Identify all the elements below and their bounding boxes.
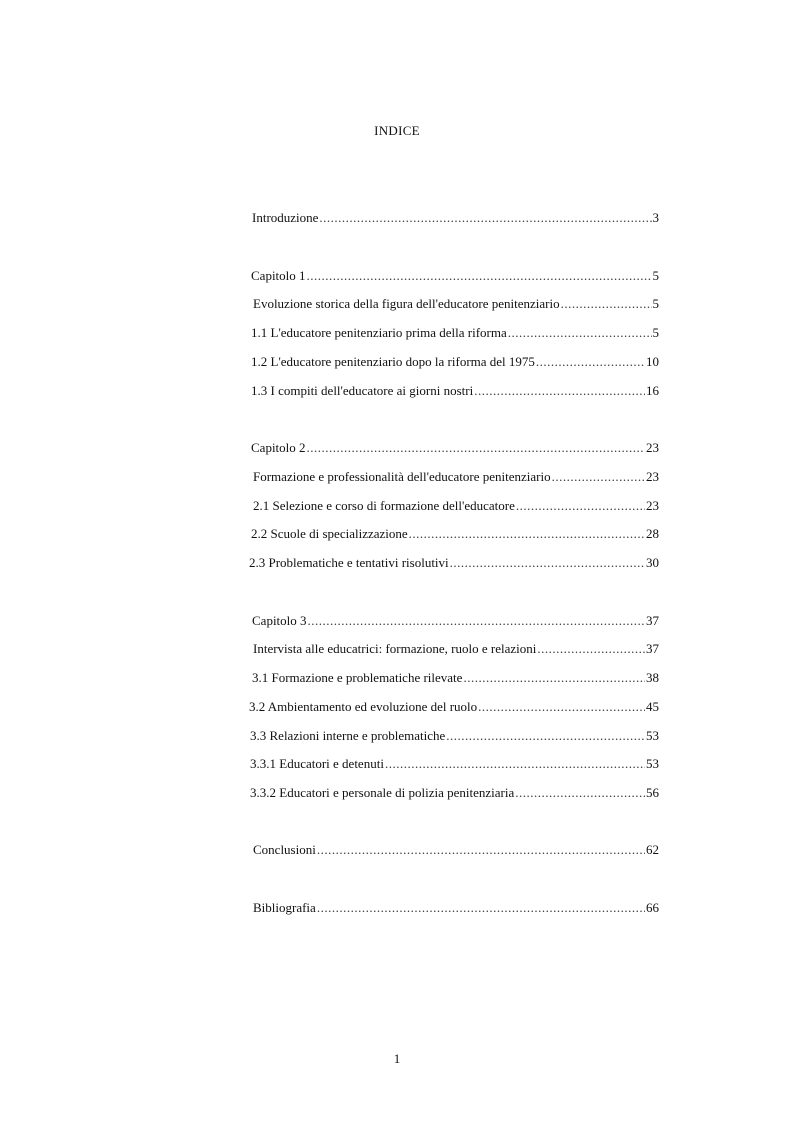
toc-entry bbox=[252, 613, 659, 629]
dot-leader bbox=[319, 210, 651, 226]
toc-entry-label: 3.1 Formazione e problematiche rilevate bbox=[252, 670, 463, 685]
toc-entry-page: 5 bbox=[652, 268, 659, 283]
toc-entry-label: Capitolo 1 bbox=[251, 268, 306, 283]
toc-entry bbox=[253, 842, 659, 858]
page-number: 1 bbox=[393, 1051, 401, 1066]
toc-entry-label: Conclusioni bbox=[253, 842, 316, 857]
toc-entry-page: 56 bbox=[646, 785, 659, 800]
page-title: INDICE bbox=[374, 123, 420, 138]
toc-entry bbox=[252, 210, 659, 226]
toc-entry-page: 5 bbox=[652, 325, 659, 340]
toc-entry bbox=[253, 469, 659, 485]
toc-entry-label: Formazione e professionalità dell'educatore penitenziario bbox=[253, 469, 551, 484]
toc-entry bbox=[251, 354, 659, 370]
toc-entry bbox=[249, 555, 659, 571]
toc-entry-page: 30 bbox=[646, 555, 659, 570]
dot-leader bbox=[307, 268, 652, 284]
toc-entry-label: Capitolo 2 bbox=[251, 440, 306, 455]
toc-entry bbox=[253, 498, 659, 514]
toc-entry-page: 5 bbox=[652, 296, 659, 311]
toc-entry bbox=[253, 296, 659, 312]
toc-entry-page: 37 bbox=[646, 613, 659, 628]
toc-entry-page: 10 bbox=[646, 354, 659, 369]
toc-entry-page: 37 bbox=[646, 641, 659, 656]
toc-entry-label: Evoluzione storica della figura dell'educatore penitenziario bbox=[253, 296, 560, 311]
toc-entry-label: 1.2 L'educatore penitenziario dopo la riforma del 1975 bbox=[251, 354, 535, 369]
toc-entry-label: 2.3 Problematiche e tentativi risolutivi bbox=[249, 555, 449, 570]
toc-entry bbox=[251, 268, 659, 284]
dot-leader bbox=[463, 670, 645, 686]
toc-entry-label: Capitolo 3 bbox=[252, 613, 307, 628]
toc-entry-page: 45 bbox=[646, 699, 659, 714]
toc-entry-label: 1.1 L'educatore penitenziario prima della riforma bbox=[251, 325, 507, 340]
dot-leader bbox=[317, 900, 645, 916]
dot-leader bbox=[308, 613, 645, 629]
toc-entry-label: Introduzione bbox=[252, 210, 319, 225]
toc-entry-page: 23 bbox=[646, 440, 659, 455]
toc-entry-label: 3.3.2 Educatori e personale di polizia penitenziaria bbox=[250, 785, 515, 800]
dot-leader bbox=[317, 842, 645, 858]
toc-entry-page: 23 bbox=[646, 469, 659, 484]
dot-leader bbox=[515, 785, 645, 801]
toc-entry-label: 3.3.1 Educatori e detenuti bbox=[250, 756, 384, 771]
toc-entry-label: 3.2 Ambientamento ed evoluzione del ruolo bbox=[249, 699, 478, 714]
dot-leader bbox=[409, 526, 645, 542]
toc-entry-page: 28 bbox=[646, 526, 659, 541]
toc-entry bbox=[251, 325, 659, 341]
dot-leader bbox=[561, 296, 652, 312]
toc-entry-page: 62 bbox=[646, 842, 659, 857]
dot-leader bbox=[516, 498, 645, 514]
toc-entry bbox=[252, 670, 659, 686]
toc-entry bbox=[251, 526, 659, 542]
dot-leader bbox=[446, 728, 645, 744]
toc-entry-label: 3.3 Relazioni interne e problematiche bbox=[250, 728, 446, 743]
toc-entry-page: 38 bbox=[646, 670, 659, 685]
toc-entry-page: 23 bbox=[646, 498, 659, 513]
toc-entry-label: 1.3 I compiti dell'educatore ai giorni nostri bbox=[251, 383, 474, 398]
dot-leader bbox=[478, 699, 645, 715]
toc-entry-label: 2.2 Scuole di specializzazione bbox=[251, 526, 408, 541]
toc-entry-page: 16 bbox=[646, 383, 659, 398]
toc-entry bbox=[251, 383, 659, 399]
toc-entry bbox=[250, 756, 659, 772]
toc-entry bbox=[253, 641, 659, 657]
toc-entry-label: Bibliografia bbox=[253, 900, 316, 915]
dot-leader bbox=[307, 440, 645, 456]
toc-entry-page: 66 bbox=[646, 900, 659, 915]
toc-entry-label: 2.1 Selezione e corso di formazione dell'educatore bbox=[253, 498, 515, 513]
dot-leader bbox=[537, 641, 645, 657]
toc-entry-page: 3 bbox=[652, 210, 659, 225]
dot-leader bbox=[536, 354, 645, 370]
dot-leader bbox=[508, 325, 652, 341]
dot-leader bbox=[474, 383, 645, 399]
toc-entry-page: 53 bbox=[646, 756, 659, 771]
dot-leader bbox=[385, 756, 645, 772]
toc-entry bbox=[253, 900, 659, 916]
toc-entry-label: Intervista alle educatrici: formazione, ruolo e relazioni bbox=[253, 641, 537, 656]
toc-entry bbox=[250, 728, 659, 744]
toc-entry bbox=[251, 440, 659, 456]
dot-leader bbox=[450, 555, 645, 571]
dot-leader bbox=[552, 469, 645, 485]
toc-entry bbox=[249, 699, 659, 715]
toc-entry bbox=[250, 785, 659, 801]
toc-entry-page: 53 bbox=[646, 728, 659, 743]
